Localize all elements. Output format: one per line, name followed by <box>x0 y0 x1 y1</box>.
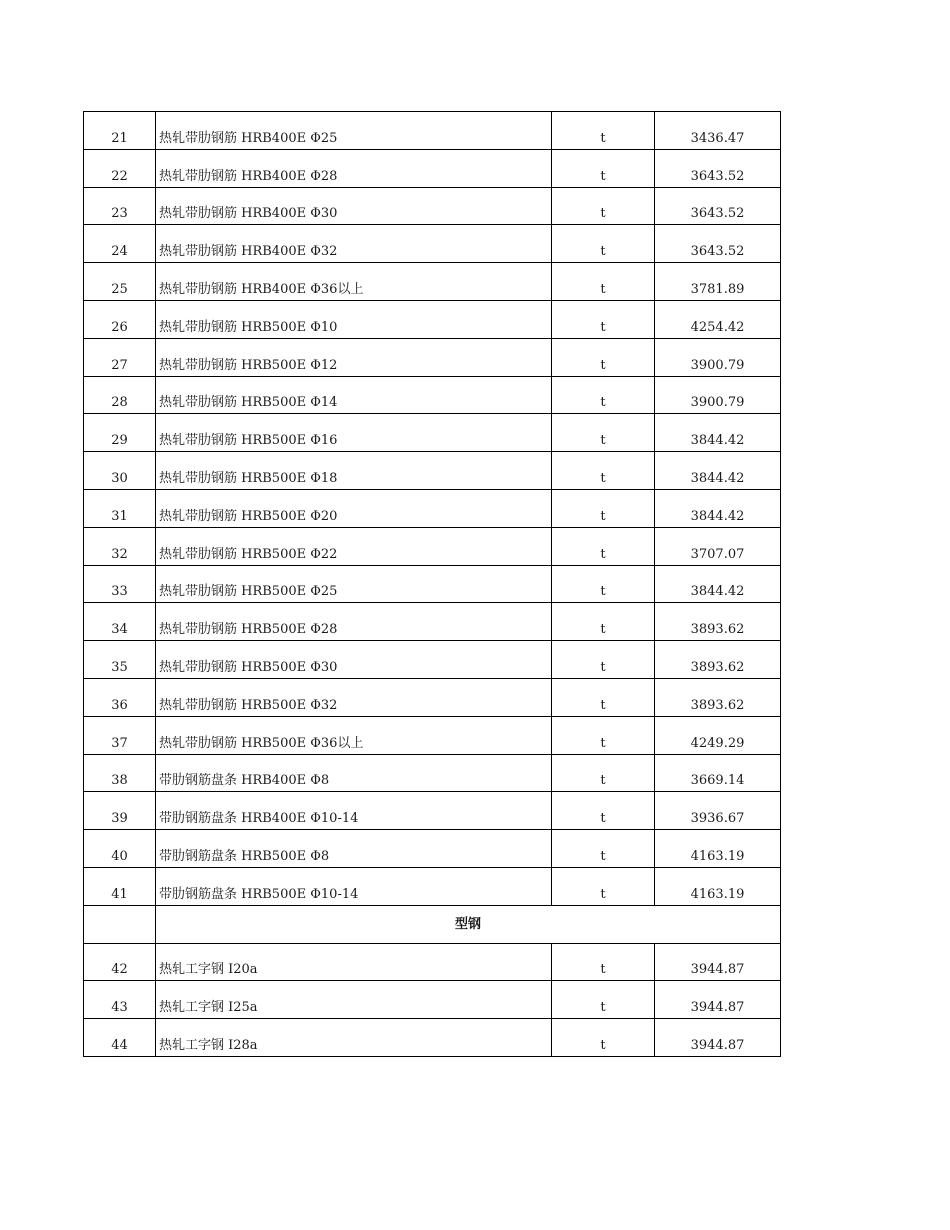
material-name-cell: 热轧工字钢 I20a <box>156 943 552 981</box>
price-cell: 4249.29 <box>655 716 781 754</box>
price-cell: 3936.67 <box>655 792 781 830</box>
material-name-cell: 带肋钢筋盘条 HRB400E Φ10-14 <box>156 792 552 830</box>
price-cell: 3944.87 <box>655 981 781 1019</box>
unit-cell: t <box>552 338 655 376</box>
row-number-cell: 22 <box>84 149 156 187</box>
price-cell: 3893.62 <box>655 678 781 716</box>
unit-cell: t <box>552 641 655 679</box>
material-name-cell: 热轧带肋钢筋 HRB500E Φ16 <box>156 414 552 452</box>
section-number-cell <box>84 905 156 943</box>
unit-cell: t <box>552 489 655 527</box>
table-row <box>84 414 781 452</box>
price-cell: 3643.52 <box>655 149 781 187</box>
material-name-cell: 热轧带肋钢筋 HRB500E Φ12 <box>156 338 552 376</box>
table-row <box>84 603 781 641</box>
unit-cell: t <box>552 716 655 754</box>
material-name-cell: 热轧带肋钢筋 HRB400E Φ36以上 <box>156 263 552 301</box>
table-row <box>84 338 781 376</box>
unit-cell: t <box>552 754 655 792</box>
table-row <box>84 678 781 716</box>
price-table-body <box>84 112 781 1057</box>
table-row <box>84 754 781 792</box>
price-table <box>83 111 781 1057</box>
unit-cell: t <box>552 943 655 981</box>
material-name-cell: 热轧工字钢 I28a <box>156 1019 552 1057</box>
material-name-cell: 热轧带肋钢筋 HRB400E Φ28 <box>156 149 552 187</box>
unit-cell: t <box>552 527 655 565</box>
row-number-cell: 42 <box>84 943 156 981</box>
price-cell: 3893.62 <box>655 603 781 641</box>
price-cell: 3944.87 <box>655 1019 781 1057</box>
unit-cell: t <box>552 565 655 603</box>
unit-cell: t <box>552 263 655 301</box>
unit-cell: t <box>552 149 655 187</box>
material-name-cell: 热轧带肋钢筋 HRB500E Φ22 <box>156 527 552 565</box>
price-cell: 3643.52 <box>655 187 781 225</box>
price-cell: 3844.42 <box>655 565 781 603</box>
section-row <box>84 905 781 943</box>
row-number-cell: 44 <box>84 1019 156 1057</box>
material-name-cell: 热轧带肋钢筋 HRB500E Φ14 <box>156 376 552 414</box>
row-number-cell: 33 <box>84 565 156 603</box>
table-row <box>84 830 781 868</box>
table-row <box>84 452 781 490</box>
price-cell: 3844.42 <box>655 489 781 527</box>
table-row <box>84 867 781 905</box>
row-number-cell: 26 <box>84 300 156 338</box>
material-name-cell: 热轧带肋钢筋 HRB400E Φ32 <box>156 225 552 263</box>
unit-cell: t <box>552 376 655 414</box>
unit-cell: t <box>552 1019 655 1057</box>
row-number-cell: 32 <box>84 527 156 565</box>
row-number-cell: 36 <box>84 678 156 716</box>
row-number-cell: 21 <box>84 112 156 150</box>
table-row <box>84 489 781 527</box>
price-cell: 3900.79 <box>655 376 781 414</box>
price-cell: 3844.42 <box>655 452 781 490</box>
material-name-cell: 热轧带肋钢筋 HRB400E Φ25 <box>156 112 552 150</box>
unit-cell: t <box>552 414 655 452</box>
table-row <box>84 981 781 1019</box>
row-number-cell: 31 <box>84 489 156 527</box>
table-row <box>84 112 781 150</box>
row-number-cell: 29 <box>84 414 156 452</box>
unit-cell: t <box>552 792 655 830</box>
material-name-cell: 带肋钢筋盘条 HRB500E Φ10-14 <box>156 867 552 905</box>
price-cell: 4163.19 <box>655 867 781 905</box>
price-cell: 3900.79 <box>655 338 781 376</box>
table-row <box>84 565 781 603</box>
table-row <box>84 376 781 414</box>
table-row <box>84 300 781 338</box>
row-number-cell: 23 <box>84 187 156 225</box>
row-number-cell: 37 <box>84 716 156 754</box>
row-number-cell: 24 <box>84 225 156 263</box>
price-cell: 3844.42 <box>655 414 781 452</box>
table-row <box>84 527 781 565</box>
row-number-cell: 28 <box>84 376 156 414</box>
row-number-cell: 38 <box>84 754 156 792</box>
material-name-cell: 热轧带肋钢筋 HRB500E Φ32 <box>156 678 552 716</box>
table-row <box>84 187 781 225</box>
table-row <box>84 943 781 981</box>
row-number-cell: 41 <box>84 867 156 905</box>
price-cell: 3944.87 <box>655 943 781 981</box>
row-number-cell: 27 <box>84 338 156 376</box>
material-name-cell: 带肋钢筋盘条 HRB400E Φ8 <box>156 754 552 792</box>
price-cell: 3893.62 <box>655 641 781 679</box>
material-name-cell: 热轧带肋钢筋 HRB500E Φ10 <box>156 300 552 338</box>
row-number-cell: 34 <box>84 603 156 641</box>
table-row <box>84 225 781 263</box>
unit-cell: t <box>552 300 655 338</box>
row-number-cell: 35 <box>84 641 156 679</box>
unit-cell: t <box>552 867 655 905</box>
unit-cell: t <box>552 452 655 490</box>
table-row <box>84 263 781 301</box>
price-cell: 3781.89 <box>655 263 781 301</box>
material-name-cell: 热轧带肋钢筋 HRB500E Φ25 <box>156 565 552 603</box>
price-cell: 3643.52 <box>655 225 781 263</box>
material-name-cell: 热轧带肋钢筋 HRB500E Φ36以上 <box>156 716 552 754</box>
unit-cell: t <box>552 187 655 225</box>
unit-cell: t <box>552 112 655 150</box>
material-name-cell: 热轧带肋钢筋 HRB500E Φ20 <box>156 489 552 527</box>
price-cell: 4163.19 <box>655 830 781 868</box>
table-row <box>84 792 781 830</box>
price-cell: 3436.47 <box>655 112 781 150</box>
unit-cell: t <box>552 981 655 1019</box>
row-number-cell: 30 <box>84 452 156 490</box>
unit-cell: t <box>552 603 655 641</box>
unit-cell: t <box>552 678 655 716</box>
row-number-cell: 40 <box>84 830 156 868</box>
unit-cell: t <box>552 830 655 868</box>
price-cell: 3707.07 <box>655 527 781 565</box>
table-row <box>84 641 781 679</box>
table-row <box>84 716 781 754</box>
row-number-cell: 39 <box>84 792 156 830</box>
table-row <box>84 149 781 187</box>
material-name-cell: 热轧工字钢 I25a <box>156 981 552 1019</box>
row-number-cell: 43 <box>84 981 156 1019</box>
price-cell: 4254.42 <box>655 300 781 338</box>
price-cell: 3669.14 <box>655 754 781 792</box>
material-name-cell: 带肋钢筋盘条 HRB500E Φ8 <box>156 830 552 868</box>
table-row <box>84 1019 781 1057</box>
unit-cell: t <box>552 225 655 263</box>
material-name-cell: 热轧带肋钢筋 HRB500E Φ18 <box>156 452 552 490</box>
material-name-cell: 热轧带肋钢筋 HRB500E Φ30 <box>156 641 552 679</box>
material-name-cell: 热轧带肋钢筋 HRB500E Φ28 <box>156 603 552 641</box>
section-title: 型钢 <box>156 905 781 943</box>
row-number-cell: 25 <box>84 263 156 301</box>
material-name-cell: 热轧带肋钢筋 HRB400E Φ30 <box>156 187 552 225</box>
